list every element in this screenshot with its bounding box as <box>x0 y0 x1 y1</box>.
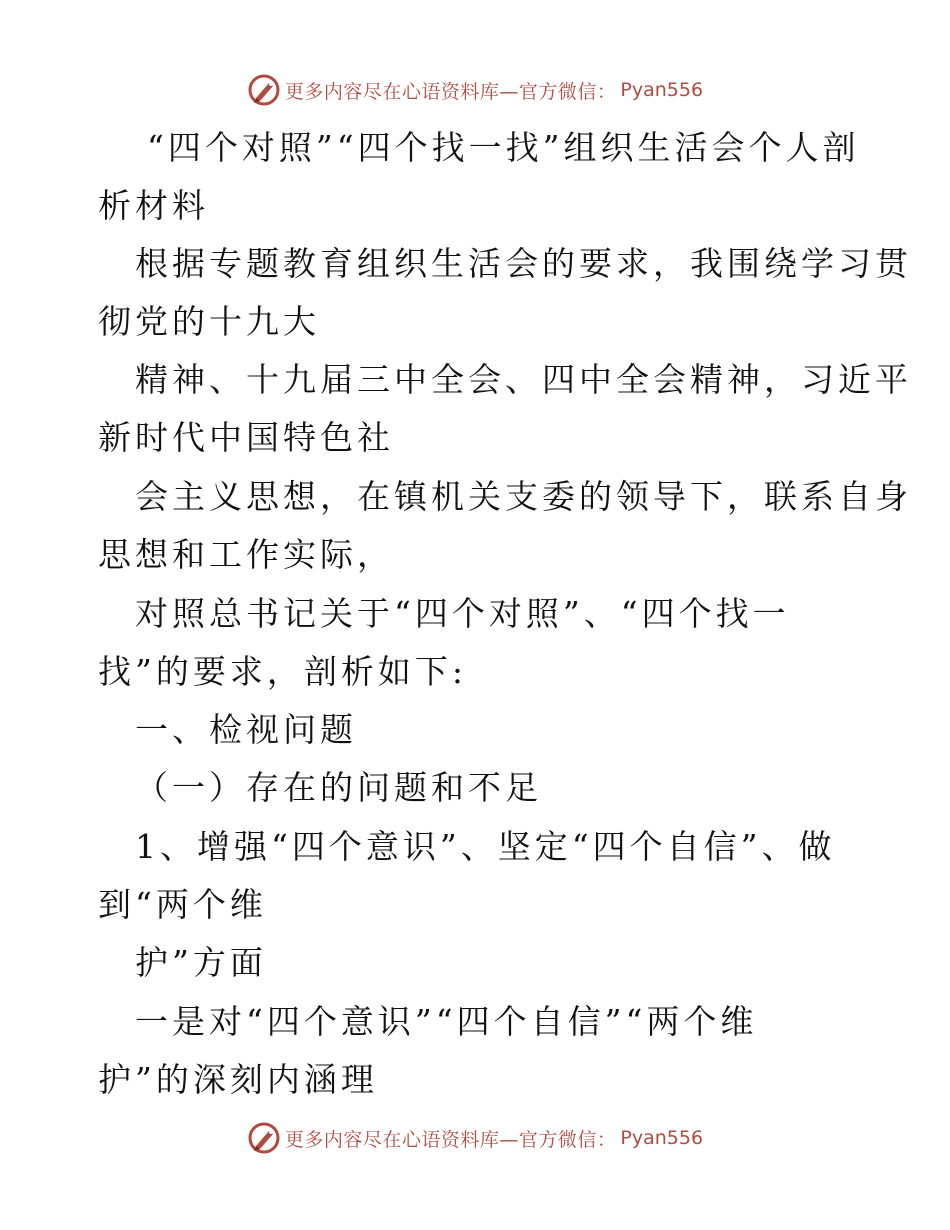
paragraph-line: 到“两个维 <box>98 885 267 924</box>
document-title-line-1: “四个对照”“四个找一找”组织生活会个人剖 <box>147 128 860 167</box>
footer-watermark <box>0 1118 950 1158</box>
pen-logo-icon <box>247 73 281 107</box>
watermark-contact: Pyan556 <box>620 1127 704 1149</box>
paragraph-line: 护”方面 <box>135 943 267 982</box>
paragraph-line: 彻党的十九大 <box>98 302 320 341</box>
paragraph-line: 新时代中国特色社 <box>98 418 394 457</box>
paragraph-line: 护”的深刻内涵理 <box>98 1060 378 1099</box>
paragraph-line: 思想和工作实际， <box>98 535 394 574</box>
watermark-contact: Pyan556 <box>620 79 704 101</box>
paragraph-line: 找”的要求，剖析如下: <box>98 652 467 691</box>
paragraph-line: 精神、十九届三中全会、四中全会精神，习近平 <box>135 360 912 399</box>
paragraph-line: 会主义思想，在镇机关支委的领导下，联系自身 <box>135 477 912 516</box>
document-title-line-2: 析材料 <box>98 186 209 225</box>
subsection-heading: （一）存在的问题和不足 <box>135 768 542 807</box>
pen-logo-icon <box>247 1121 281 1155</box>
paragraph-line: 对照总书记关于“四个对照”、“四个找一 <box>135 594 790 633</box>
header-watermark <box>0 70 950 110</box>
paragraph-line: 1、增强“四个意识”、坚定“四个自信”、做 <box>135 827 836 866</box>
watermark-text: 更多内容尽在心语资料库—官方微信： <box>284 80 617 103</box>
watermark-text: 更多内容尽在心语资料库—官方微信： <box>284 1128 617 1151</box>
paragraph-line: 根据专题教育组织生活会的要求，我围绕学习贯 <box>135 244 912 283</box>
paragraph-line: 一是对“四个意识”“四个自信”“两个维 <box>135 1002 758 1041</box>
section-heading: 一、检视问题 <box>135 710 357 749</box>
